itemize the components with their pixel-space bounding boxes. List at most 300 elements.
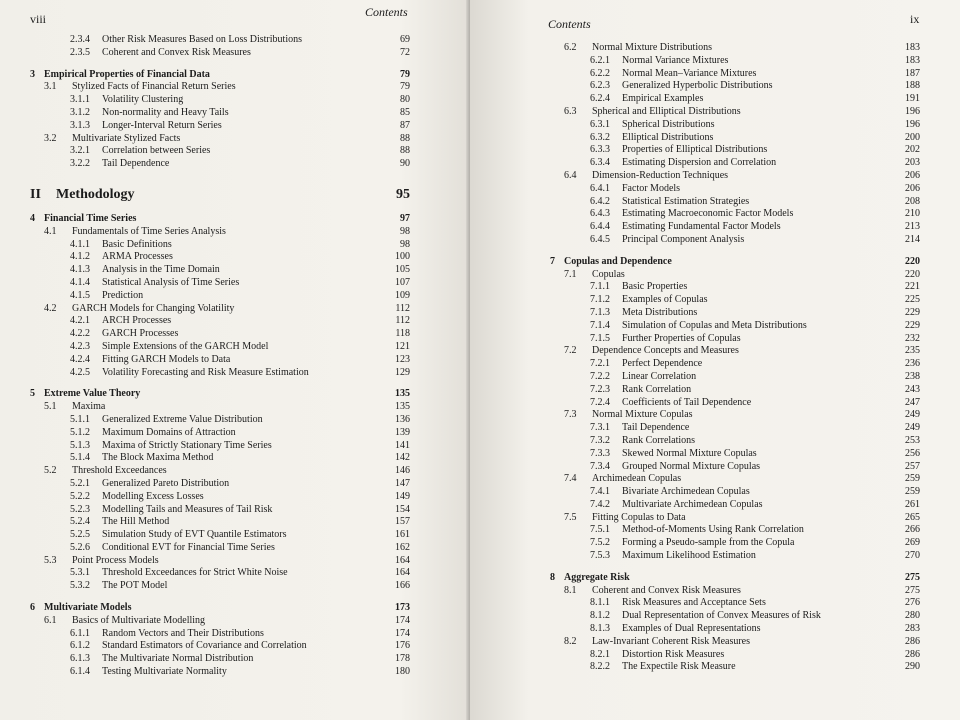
toc-entry-page: 174 [395, 627, 410, 639]
toc-entry-page: 236 [905, 358, 920, 370]
toc-entry-page: 97 [400, 212, 410, 224]
toc-subsection-row [550, 320, 920, 333]
toc-entry-number: 3.2.2 [70, 158, 90, 170]
toc-entry-number: 2.3.5 [70, 46, 90, 58]
toc-entry-title [30, 341, 366, 354]
toc-entry-number: 7.4.1 [590, 486, 610, 498]
toc-entry-page: 259 [905, 473, 920, 485]
toc-entry-text: Multivariate Stylized Facts [72, 132, 181, 144]
toc-subsection-row [30, 516, 410, 529]
toc-entry-title [550, 307, 876, 320]
toc-entry-title [550, 132, 876, 145]
toc-entry-number: 7.4.2 [590, 498, 610, 510]
toc-entry-title [30, 145, 366, 158]
toc-subsection-row [550, 208, 920, 221]
toc-subsection-row [30, 120, 410, 133]
toc-entry-title [550, 461, 876, 474]
toc-entry-page: 105 [395, 264, 410, 276]
toc-subsection-row [30, 440, 410, 453]
toc-entry-title [550, 221, 876, 234]
toc-entry-title [30, 354, 366, 367]
toc-entry-page: 229 [905, 319, 920, 331]
toc-entry-text: Prediction [102, 289, 144, 301]
toc-entry-title [30, 478, 366, 491]
toc-entry-number: 7.1 [564, 268, 577, 280]
toc-entry-page: 266 [905, 524, 920, 536]
toc-entry-title [550, 144, 876, 157]
toc-entry-text: GARCH Processes [102, 328, 179, 340]
toc-entry-title [550, 661, 876, 674]
toc-entry-number: 3.1 [44, 81, 57, 93]
toc-entry-page: 157 [395, 516, 410, 528]
toc-entry-number: 7.2 [564, 345, 577, 357]
toc-entry-page: 88 [400, 132, 410, 144]
toc-subsection-row [550, 119, 920, 132]
toc-entry-title [30, 504, 366, 517]
toc-subsection-row [550, 234, 920, 247]
toc-subsection-row [30, 94, 410, 107]
toc-entry-number: 6.3.1 [590, 118, 610, 130]
toc-subsection-row [30, 628, 410, 641]
toc-subsection-row [550, 524, 920, 537]
toc-section-row [550, 170, 920, 183]
toc-entry-number: 5.3.1 [70, 567, 90, 579]
toc-entry-title [550, 157, 876, 170]
toc-entry-text: Generalized Hyperbolic Distributions [622, 80, 773, 92]
toc-entry-title [550, 572, 876, 585]
toc-entry-text: Fitting Copulas to Data [592, 511, 686, 523]
toc-entry-text: Non-normality and Heavy Tails [102, 106, 229, 118]
part-number: II [30, 186, 41, 202]
toc-entry-page: 208 [905, 195, 920, 207]
toc-entry-title [550, 269, 876, 282]
toc-subsection-row [550, 68, 920, 81]
toc-subsection-row [30, 47, 410, 60]
toc-entry-text: Coherent and Convex Risk Measures [592, 584, 741, 596]
toc-entry-text: ARMA Processes [102, 251, 173, 263]
toc-entry-page: 141 [395, 439, 410, 451]
toc-entry-number: 5.2 [44, 465, 57, 477]
toc-entry-title [30, 120, 366, 133]
toc-entry-number: 6.4 [564, 169, 577, 181]
toc-subsection-row [30, 145, 410, 158]
toc-entry-page: 280 [905, 610, 920, 622]
right-page [470, 0, 960, 720]
toc-entry-number: 6.2.3 [590, 80, 610, 92]
toc-entry-text: The Expectile Risk Measure [622, 661, 736, 673]
toc-entry-number: 6.4.2 [590, 195, 610, 207]
toc-subsection-row [550, 80, 920, 93]
toc-subsection-row [30, 277, 410, 290]
toc-entry-title [30, 580, 366, 593]
toc-subsection-row [30, 640, 410, 653]
toc-entry-page: 249 [905, 422, 920, 434]
toc-entry-page: 109 [395, 289, 410, 301]
toc-entry-page: 164 [395, 567, 410, 579]
toc-entry-number: 3.1.3 [70, 119, 90, 131]
toc-subsection-row [30, 414, 410, 427]
toc-entry-number: 7.3.4 [590, 460, 610, 472]
toc-subsection-row [30, 34, 410, 47]
toc-chapter-row [30, 213, 410, 226]
toc-subsection-row [550, 623, 920, 636]
toc-entry-number: 6.3.3 [590, 144, 610, 156]
toc-entry-number: 7.1.5 [590, 332, 610, 344]
toc-entry-title [30, 516, 366, 529]
toc-entry-page: 191 [905, 93, 920, 105]
toc-subsection-row [550, 358, 920, 371]
toc-entry-text: Dependence Concepts and Measures [592, 345, 739, 357]
toc-entry-text: Analysis in the Time Domain [102, 264, 220, 276]
toc-entry-text: Factor Models [622, 182, 681, 194]
toc-subsection-row [30, 567, 410, 580]
toc-entry-title [30, 666, 366, 679]
toc-entry-text: Tail Dependence [102, 158, 170, 170]
toc-entry-page: 129 [395, 366, 410, 378]
toc-entry-number: 8 [550, 571, 555, 583]
toc-entry-page: 210 [905, 208, 920, 220]
toc-entry-page: 149 [395, 490, 410, 502]
toc-subsection-row [30, 354, 410, 367]
toc-entry-page: 206 [905, 182, 920, 194]
toc-entry-page: 142 [395, 452, 410, 464]
toc-entry-number: 5.2.3 [70, 503, 90, 515]
toc-entry-title [30, 264, 366, 277]
toc-entry-title [550, 55, 876, 68]
toc-entry-number: 6 [30, 602, 35, 614]
toc-entry-text: Properties of Elliptical Distributions [622, 144, 768, 156]
toc-entry-number: 4.2.1 [70, 315, 90, 327]
toc-subsection-row [30, 251, 410, 264]
toc-entry-title [550, 80, 876, 93]
toc-entry-title [30, 69, 366, 82]
toc-entry-title [550, 486, 876, 499]
toc-entry-number: 7.1.1 [590, 281, 610, 293]
toc-entry-page: 269 [905, 537, 920, 549]
toc-entry-number: 6.4.5 [590, 233, 610, 245]
toc-entry-number: 4.2.4 [70, 353, 90, 365]
toc-entry-text: Modelling Excess Losses [102, 490, 204, 502]
toc-entry-number: 5.2.5 [70, 529, 90, 541]
toc-entry-page: 213 [905, 221, 920, 233]
toc-subsection-row [30, 315, 410, 328]
toc-entry-number: 4.1.3 [70, 264, 90, 276]
toc-entry-number: 7.2.2 [590, 370, 610, 382]
toc-entry-number: 5.3 [44, 554, 57, 566]
toc-entry-number: 4.2 [44, 302, 57, 314]
toc-section-row [550, 473, 920, 486]
toc-entry-number: 6.4.4 [590, 221, 610, 233]
toc-entry-page: 69 [400, 34, 410, 45]
toc-subsection-row [550, 55, 920, 68]
toc-entry-text: Maxima of Strictly Stationary Time Series [102, 439, 272, 451]
toc-entry-number: 4.2.3 [70, 340, 90, 352]
toc-entry-title [30, 640, 366, 653]
toc-entry-page: 243 [905, 383, 920, 395]
toc-entry-number: 5.1.1 [70, 413, 90, 425]
toc-entry-text: Coefficients of Tail Dependence [622, 396, 752, 408]
toc-entry-number: 7.5.2 [590, 537, 610, 549]
toc-entry-text: Normal Mixture Distributions [592, 42, 712, 53]
toc-entry-page: 196 [905, 105, 920, 117]
toc-entry-number: 6.4.3 [590, 208, 610, 220]
toc-chapter-row [30, 69, 410, 82]
toc-entry-title [30, 414, 366, 427]
toc-entry-text: Threshold Exceedances [72, 465, 167, 477]
toc-entry-text: Point Process Models [72, 554, 159, 566]
toc-entry-title [30, 158, 366, 171]
toc-subsection-row [30, 478, 410, 491]
toc-entry-text: Simulation of Copulas and Meta Distributions [622, 319, 807, 331]
toc-entry-page: 275 [905, 584, 920, 596]
toc-entry-title [30, 388, 366, 401]
toc-entry-text: Spherical Distributions [622, 118, 715, 130]
toc-entry-number: 5.1 [44, 401, 57, 413]
toc-entry-page: 174 [395, 614, 410, 626]
toc-subsection-row [550, 221, 920, 234]
toc-entry-number: 7.5.1 [590, 524, 610, 536]
toc-entry-text: Principal Component Analysis [622, 233, 745, 245]
toc-subsection-row [550, 610, 920, 623]
toc-entry-number: 8.1.3 [590, 623, 610, 635]
toc-entry-title [30, 367, 366, 380]
toc-entry-number: 3.2.1 [70, 145, 90, 157]
toc-entry-number: 6.1 [44, 614, 57, 626]
toc-entry-title [550, 409, 876, 422]
toc-entry-page: 270 [905, 550, 920, 562]
toc-entry-number: 4.1.2 [70, 251, 90, 263]
toc-subsection-row [30, 452, 410, 465]
toc-entry-title [30, 555, 366, 568]
toc-entry-page: 220 [905, 255, 920, 267]
toc-entry-number: 8.2 [564, 635, 577, 647]
toc-entry-number: 8.2.1 [590, 648, 610, 660]
toc-entry-number: 7.3.3 [590, 447, 610, 459]
toc-entry-page: 206 [905, 169, 920, 181]
toc-subsection-row [30, 290, 410, 303]
part-heading [30, 185, 410, 205]
toc-subsection-row [30, 328, 410, 341]
toc-entry-text: Correlation between Series [102, 145, 211, 157]
toc-entry-number: 5.2.6 [70, 541, 90, 553]
toc-entry-text: Modelling Tails and Measures of Tail Risk [102, 503, 273, 515]
toc-entry-page: 180 [395, 666, 410, 678]
toc-entry-page: 164 [395, 554, 410, 566]
toc-entry-title [30, 107, 366, 120]
toc-section-row [550, 269, 920, 282]
toc-section-row [30, 303, 410, 316]
toc-entry-page: 166 [395, 580, 410, 592]
toc-entry-text: Meta Distributions [622, 306, 698, 318]
toc-subsection-row [550, 93, 920, 106]
toc-entry-title [550, 448, 876, 461]
toc-entry-page: 107 [395, 276, 410, 288]
toc-entry-number: 2.3.4 [70, 34, 90, 45]
toc-section-row [550, 409, 920, 422]
toc-subsection-row [550, 486, 920, 499]
toc-entry-text: Simple Extensions of the GARCH Model [102, 340, 269, 352]
toc-entry-title [550, 345, 876, 358]
toc-entry-text: Empirical Examples [622, 93, 704, 105]
toc-entry-page: 235 [905, 345, 920, 357]
toc-entry-text: Statistical Estimation Strategies [622, 195, 750, 207]
toc-entry-number: 5.2.1 [70, 477, 90, 489]
toc-section-row [550, 585, 920, 598]
toc-entry-title [30, 94, 366, 107]
toc-entry-title [550, 550, 876, 563]
toc-section-row [30, 555, 410, 568]
toc-subsection-row [30, 158, 410, 171]
toc-entry-title [30, 133, 366, 146]
toc-entry-page: 188 [905, 80, 920, 92]
toc-entry-page: 221 [905, 281, 920, 293]
toc-entry-number: 4.2.5 [70, 366, 90, 378]
toc-entry-text: Dual Representation of Convex Measures of Risk [622, 610, 821, 622]
toc-subsection-row [30, 653, 410, 666]
toc-subsection-row [550, 333, 920, 346]
toc-entry-text: Copulas and Dependence [564, 255, 672, 267]
toc-entry-title [550, 384, 876, 397]
toc-entry-text: Linear Correlation [622, 370, 697, 382]
toc-entry-number: 5.2.4 [70, 516, 90, 528]
toc-entry-page: 98 [400, 225, 410, 237]
toc-entry-page: 123 [395, 353, 410, 365]
toc-entry-text: Spherical and Elliptical Distributions [592, 105, 741, 117]
toc-entry-page: 112 [395, 315, 410, 327]
toc-entry-number: 6.1.1 [70, 627, 90, 639]
toc-entry-title [550, 371, 876, 384]
toc-subsection-row [550, 649, 920, 662]
toc-entry-number: 5.1.3 [70, 439, 90, 451]
toc-entry-number: 6.3.4 [590, 157, 610, 169]
toc-entry-text: Skewed Normal Mixture Copulas [622, 447, 757, 459]
toc-entry-page: 112 [395, 302, 410, 314]
toc-entry-page: 253 [905, 434, 920, 446]
toc-entry-title [550, 333, 876, 346]
toc-subsection-row [30, 580, 410, 593]
part-page: 95 [396, 186, 410, 202]
toc-subsection-row [550, 371, 920, 384]
toc-subsection-row [550, 499, 920, 512]
right-toc [550, 42, 920, 674]
toc-entry-text: Basic Properties [622, 281, 688, 293]
toc-entry-title [550, 170, 876, 183]
toc-subsection-row [30, 504, 410, 517]
toc-entry-page: 100 [395, 251, 410, 263]
toc-entry-text: Risk Measures and Acceptance Sets [622, 597, 766, 609]
toc-entry-text: Grouped Normal Mixture Copulas [622, 460, 761, 472]
toc-subsection-row [30, 529, 410, 542]
toc-entry-text: Coherent and Convex Risk Measures [102, 46, 251, 58]
toc-entry-text: Examples of Dual Representations [622, 623, 761, 635]
toc-entry-title [30, 615, 366, 628]
toc-subsection-row [550, 196, 920, 209]
toc-subsection-row [550, 384, 920, 397]
toc-entry-title [30, 628, 366, 641]
toc-subsection-row [30, 666, 410, 679]
toc-entry-text: Empirical Properties of Financial Data [44, 68, 210, 80]
toc-entry-number: 4.1.1 [70, 238, 90, 250]
toc-entry-page: 290 [905, 661, 920, 673]
toc-entry-text: Archimedean Copulas [592, 473, 682, 485]
toc-entry-title [30, 47, 366, 60]
toc-entry-number: 6.2.2 [590, 67, 610, 79]
toc-entry-page: 139 [395, 426, 410, 438]
toc-entry-text: Aggregate Risk [564, 571, 630, 583]
toc-entry-title [550, 623, 876, 636]
toc-entry-title [30, 226, 366, 239]
toc-entry-text: Estimating Fundamental Factor Models [622, 221, 781, 233]
toc-entry-page: 229 [905, 306, 920, 318]
toc-entry-title [30, 277, 366, 290]
toc-entry-page: 178 [395, 653, 410, 665]
left-page-number: viii [30, 12, 47, 26]
toc-subsection-row [550, 132, 920, 145]
toc-entry-number: 5.1.4 [70, 452, 90, 464]
toc-entry-text: ARCH Processes [102, 315, 172, 327]
toc-entry-page: 135 [395, 388, 410, 400]
toc-entry-title [550, 473, 876, 486]
toc-entry-page: 238 [905, 370, 920, 382]
toc-entry-number: 7.2.4 [590, 396, 610, 408]
toc-entry-text: Random Vectors and Their Distributions [102, 627, 264, 639]
toc-entry-text: Multivariate Archimedean Copulas [622, 498, 763, 510]
toc-entry-text: Copulas [592, 268, 625, 280]
toc-entry-text: The POT Model [102, 580, 168, 592]
toc-entry-title [550, 499, 876, 512]
toc-entry-title [550, 256, 876, 269]
toc-subsection-row [30, 239, 410, 252]
toc-entry-number: 4.1.5 [70, 289, 90, 301]
toc-entry-text: Method-of-Moments Using Rank Correlation [622, 524, 804, 536]
toc-entry-text: Normal Mixture Copulas [592, 409, 693, 421]
toc-entry-page: 80 [400, 94, 410, 106]
toc-subsection-row [30, 427, 410, 440]
toc-entry-number: 6.3.2 [590, 131, 610, 143]
toc-entry-page: 249 [905, 409, 920, 421]
toc-entry-text: Testing Multivariate Normality [102, 666, 227, 678]
toc-subsection-row [30, 542, 410, 555]
toc-entry-text: Distortion Risk Measures [622, 648, 725, 660]
part-title [30, 185, 366, 205]
toc-entry-number: 3.1.1 [70, 94, 90, 106]
toc-chapter-row [550, 256, 920, 269]
toc-entry-number: 5.1.2 [70, 426, 90, 438]
toc-entry-title [30, 251, 366, 264]
toc-entry-page: 220 [905, 268, 920, 280]
toc-entry-page: 88 [400, 145, 410, 157]
toc-chapter-row [550, 572, 920, 585]
toc-entry-number: 6.2.1 [590, 54, 610, 66]
toc-section-row [550, 345, 920, 358]
toc-entry-number: 3.2 [44, 132, 57, 144]
toc-entry-page: 135 [395, 401, 410, 413]
toc-entry-number: 4.2.2 [70, 328, 90, 340]
toc-entry-text: Dimension-Reduction Techniques [592, 169, 729, 181]
toc-section-row [30, 615, 410, 628]
toc-entry-title [550, 320, 876, 333]
toc-section-row [550, 42, 920, 55]
toc-entry-page: 147 [395, 477, 410, 489]
toc-entry-title [30, 529, 366, 542]
toc-entry-text: Forming a Pseudo-sample from the Copula [622, 537, 795, 549]
toc-entry-text: Generalized Extreme Value Distribution [102, 413, 263, 425]
toc-entry-number: 8.1.2 [590, 610, 610, 622]
toc-entry-number: 6.2 [564, 42, 577, 53]
toc-section-row [30, 81, 410, 94]
toc-subsection-row [550, 294, 920, 307]
toc-entry-number: 4.1 [44, 225, 57, 237]
